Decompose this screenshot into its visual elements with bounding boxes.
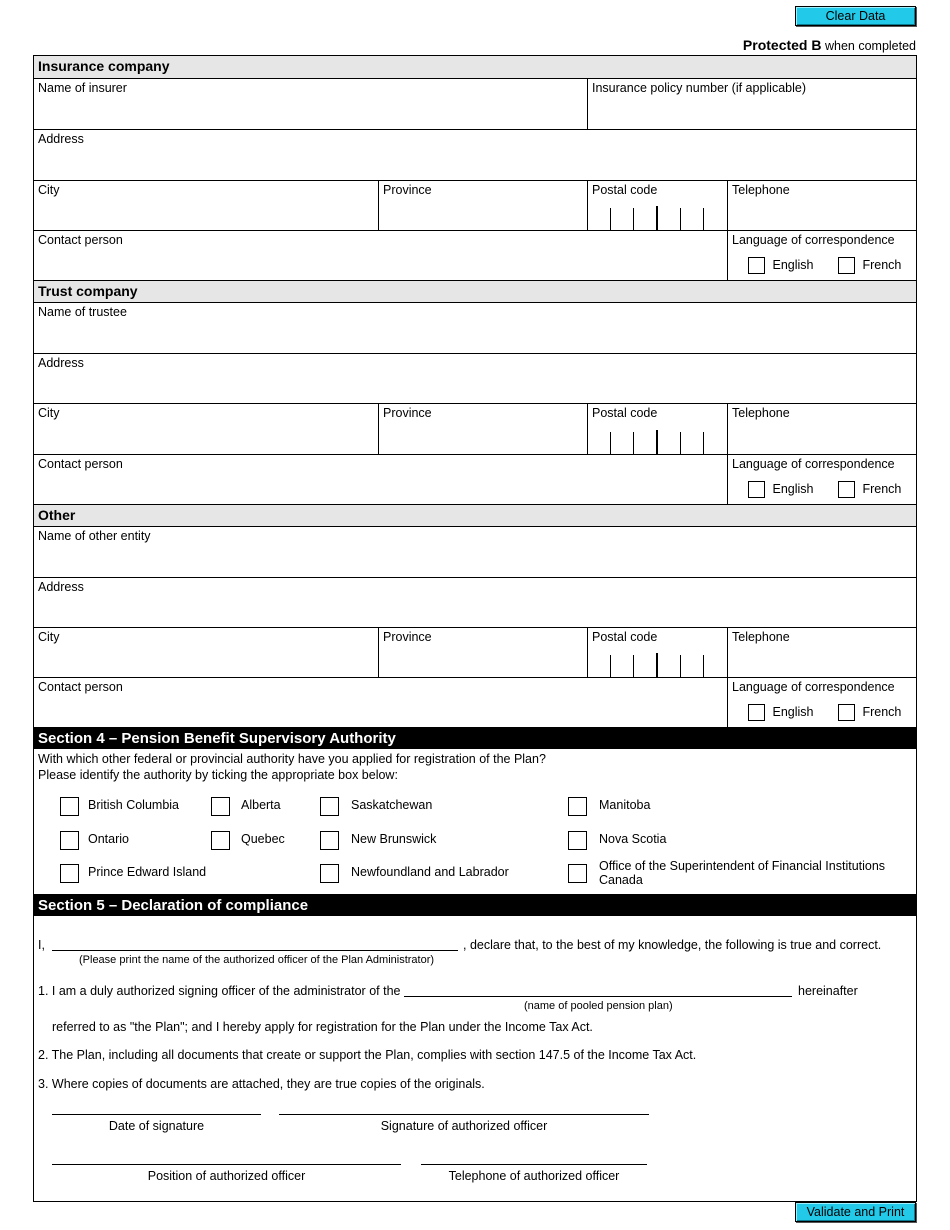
trust-telephone-field[interactable] — [727, 404, 917, 454]
other-postal-label: Postal code — [592, 630, 658, 644]
trust-telephone-label: Telephone — [732, 406, 790, 420]
other-english-checkbox[interactable] — [748, 704, 765, 721]
other-language-group — [727, 678, 917, 727]
qc-label: Quebec — [241, 832, 285, 846]
on-label: Ontario — [88, 832, 129, 846]
insurer-telephone-label: Telephone — [732, 183, 790, 197]
other-city-row — [34, 627, 916, 677]
osfi-label — [599, 859, 885, 887]
nb-checkbox[interactable] — [320, 831, 339, 850]
officer-telephone-line[interactable] — [421, 1164, 647, 1165]
insurer-french-checkbox[interactable] — [838, 257, 855, 274]
date-signature-line[interactable] — [52, 1114, 261, 1115]
other-telephone-label: Telephone — [732, 630, 790, 644]
trust-address-field[interactable] — [34, 353, 916, 403]
pe-checkbox[interactable] — [60, 864, 79, 883]
postal-code-boxes — [588, 206, 727, 230]
section5-header: Section 5 – Declaration of compliance — [34, 894, 916, 916]
item1-text: 1. I am a duly authorized signing officer of the administrator of the — [38, 984, 401, 998]
sk-checkbox[interactable] — [320, 797, 339, 816]
insurer-contact-row — [34, 230, 916, 280]
section4-header: Section 4 – Pension Benefit Supervisory Authority — [34, 727, 916, 749]
other-telephone-field[interactable] — [727, 628, 917, 677]
postal-code-boxes — [588, 430, 727, 454]
insurer-row — [34, 78, 916, 129]
bc-label: British Columbia — [88, 798, 180, 812]
mb-label: Manitoba — [599, 798, 651, 812]
insurer-telephone-field[interactable] — [727, 181, 917, 230]
insurance-section-header: Insurance company — [34, 56, 916, 78]
other-address-field[interactable] — [34, 577, 916, 627]
trust-city-field[interactable] — [34, 404, 378, 454]
trust-address-label: Address — [38, 356, 84, 370]
insurer-english-label: English — [772, 257, 814, 272]
insurer-language-group — [727, 231, 917, 280]
other-city-label: City — [38, 630, 60, 644]
mb-checkbox[interactable] — [568, 797, 587, 816]
other-english-label: English — [772, 704, 814, 719]
trust-french-label: French — [862, 481, 902, 496]
officer-name-line[interactable] — [52, 950, 458, 951]
other-postal-field[interactable] — [587, 628, 727, 677]
pe-label: Prince Edward Island — [88, 865, 207, 879]
insurer-postal-field[interactable] — [587, 181, 727, 230]
other-language-label: Language of correspondence — [732, 680, 895, 694]
insurer-province-label: Province — [383, 183, 432, 197]
other-province-field[interactable] — [378, 628, 587, 677]
bc-checkbox[interactable] — [60, 797, 79, 816]
nl-checkbox[interactable] — [320, 864, 339, 883]
trust-province-field[interactable] — [378, 404, 587, 454]
insurer-address-field[interactable] — [34, 129, 916, 180]
postal-code-boxes — [588, 653, 727, 677]
protected-notice — [743, 37, 916, 53]
declaration-i: I, — [38, 938, 45, 952]
plan-name-hint: (name of pooled pension plan) — [524, 1000, 673, 1012]
insurer-city-field[interactable] — [34, 181, 378, 230]
signature-line[interactable] — [279, 1114, 649, 1115]
section4-question: With which other federal or provincial authority have you applied for registration of the Plan? — [38, 752, 546, 766]
validate-print-button[interactable]: Validate and Print — [795, 1202, 916, 1222]
protected-label: Protected B — [742, 37, 822, 53]
item1-continued: referred to as "the Plan"; and I hereby apply for registration for the Plan under the Income Tax Act. — [52, 1020, 593, 1034]
trust-language-group — [727, 455, 917, 504]
position-line[interactable] — [52, 1164, 401, 1165]
section4-body — [34, 749, 916, 894]
osfi-label-line2: Canada — [599, 873, 643, 887]
trust-section-header: Trust company — [34, 280, 916, 302]
insurer-contact-label: Contact person — [38, 233, 123, 247]
insurer-contact-field[interactable] — [34, 231, 727, 280]
ab-checkbox[interactable] — [211, 797, 230, 816]
insurer-city-label: City — [38, 183, 60, 197]
other-name-label: Name of other entity — [38, 529, 151, 543]
policy-number-field[interactable] — [587, 79, 917, 129]
nl-label: Newfoundland and Labrador — [351, 865, 509, 879]
item3-text: 3. Where copies of documents are attached, they are true copies of the originals. — [38, 1077, 485, 1091]
protected-rest: when completed — [824, 39, 916, 53]
policy-number-label: Insurance policy number (if applicable) — [592, 81, 806, 95]
insurer-french-label: French — [862, 257, 902, 272]
other-city-field[interactable] — [34, 628, 378, 677]
ns-label: Nova Scotia — [599, 832, 667, 846]
osfi-checkbox[interactable] — [568, 864, 587, 883]
trustee-name-label: Name of trustee — [38, 305, 127, 319]
trust-french-checkbox[interactable] — [838, 481, 855, 498]
nb-label: New Brunswick — [351, 832, 437, 846]
insurer-postal-label: Postal code — [592, 183, 658, 197]
insurer-name-field[interactable] — [34, 79, 587, 129]
insurer-address-label: Address — [38, 132, 84, 146]
insurer-city-row — [34, 180, 916, 230]
trustee-name-field[interactable] — [34, 302, 916, 353]
trust-english-checkbox[interactable] — [748, 481, 765, 498]
form-frame — [33, 55, 917, 1202]
on-checkbox[interactable] — [60, 831, 79, 850]
insurer-english-checkbox[interactable] — [748, 257, 765, 274]
trust-contact-row — [34, 454, 916, 504]
trust-postal-label: Postal code — [592, 406, 658, 420]
other-contact-field[interactable] — [34, 678, 727, 727]
insurer-language-label: Language of correspondence — [732, 233, 895, 247]
other-contact-row — [34, 677, 916, 727]
trust-postal-field[interactable] — [587, 404, 727, 454]
plan-name-line[interactable] — [404, 996, 792, 997]
officer-telephone-label: Telephone of authorized officer — [448, 1169, 620, 1183]
item2-text: 2. The Plan, including all documents that create or support the Plan, complies with section 147.5 of the Income Tax Act. — [38, 1048, 697, 1062]
insurer-province-field[interactable] — [378, 181, 587, 230]
other-contact-label: Contact person — [38, 680, 123, 694]
ab-label: Alberta — [241, 798, 281, 812]
item1-hereinafter: hereinafter — [798, 984, 858, 998]
clear-data-button[interactable]: Clear Data — [795, 6, 916, 26]
trust-province-label: Province — [383, 406, 432, 420]
declaration-text: , declare that, to the best of my knowledge, the following is true and correct. — [463, 938, 882, 952]
sk-label: Saskatchewan — [351, 798, 433, 812]
other-french-checkbox[interactable] — [838, 704, 855, 721]
position-label: Position of authorized officer — [147, 1169, 306, 1183]
trust-english-label: English — [772, 481, 814, 496]
signature-label: Signature of authorized officer — [380, 1119, 548, 1133]
trust-contact-label: Contact person — [38, 457, 123, 471]
other-province-label: Province — [383, 630, 432, 644]
qc-checkbox[interactable] — [211, 831, 230, 850]
osfi-label-line1: Office of the Superintendent of Financial Institutions — [599, 859, 886, 873]
trust-city-label: City — [38, 406, 60, 420]
other-french-label: French — [862, 704, 902, 719]
other-name-field[interactable] — [34, 526, 916, 577]
date-signature-label: Date of signature — [108, 1119, 205, 1133]
other-section-header: Other — [34, 504, 916, 526]
trust-contact-field[interactable] — [34, 455, 727, 504]
trust-language-label: Language of correspondence — [732, 457, 895, 471]
officer-name-hint: (Please print the name of the authorized officer of the Plan Administrator) — [79, 954, 435, 966]
insurer-name-label: Name of insurer — [38, 81, 127, 95]
section4-instruction: Please identify the authority by ticking the appropriate box below: — [38, 768, 398, 782]
other-address-label: Address — [38, 580, 84, 594]
trust-city-row — [34, 403, 916, 454]
ns-checkbox[interactable] — [568, 831, 587, 850]
section5-body — [34, 916, 916, 1201]
